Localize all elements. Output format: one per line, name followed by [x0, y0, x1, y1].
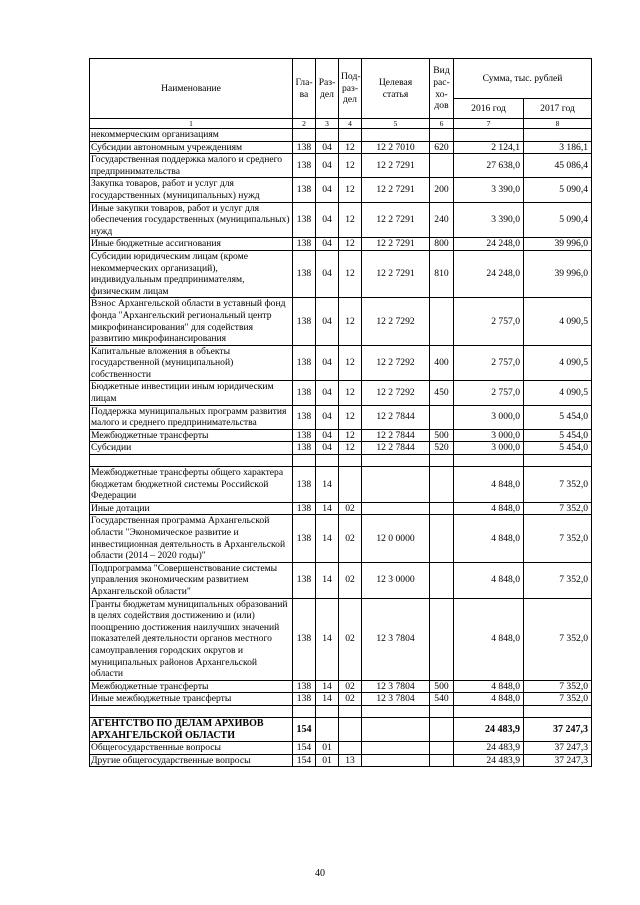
- cell-tselevaya-statya: 12 2 7292: [362, 298, 430, 345]
- cell-tselevaya-statya: 12 2 7291: [362, 250, 430, 297]
- table-row: [90, 502, 592, 515]
- cell-vid-raskhodov: [430, 467, 454, 503]
- colnum: 7: [454, 119, 524, 129]
- cell-sum-2016: 3 390,0: [454, 178, 524, 202]
- cell-razdel: 04: [316, 298, 339, 345]
- cell-tselevaya-statya: [362, 502, 430, 515]
- cell-name: [90, 705, 293, 717]
- cell-tselevaya-statya: 12 3 7804: [362, 598, 430, 680]
- table-row: [90, 467, 592, 503]
- budget-table: [89, 58, 592, 767]
- cell-razdel: 04: [316, 202, 339, 238]
- cell-razdel: 04: [316, 178, 339, 202]
- table-row: [90, 178, 592, 202]
- cell-vid-raskhodov: 240: [430, 202, 454, 238]
- table-row: [90, 442, 592, 455]
- cell-sum-2017: 5 090,4: [524, 202, 592, 238]
- cell-glava: 154: [293, 742, 316, 755]
- cell-glava: 138: [293, 178, 316, 202]
- cell-sum-2016: 2 124,1: [454, 141, 524, 154]
- cell-sum-2016: 27 638,0: [454, 154, 524, 178]
- cell-podrazdel: 12: [339, 202, 362, 238]
- cell-tselevaya-statya: 12 2 7292: [362, 345, 430, 381]
- cell-sum-2016: 3 000,0: [454, 429, 524, 442]
- cell-vid-raskhodov: [430, 405, 454, 429]
- cell-vid-raskhodov: 200: [430, 178, 454, 202]
- cell-sum-2016: 24 483,9: [454, 717, 524, 741]
- cell-glava: 138: [293, 515, 316, 562]
- cell-vid-raskhodov: [430, 455, 454, 467]
- cell-glava: 138: [293, 429, 316, 442]
- colnum: 3: [316, 119, 339, 129]
- cell-sum-2016: 4 848,0: [454, 562, 524, 598]
- cell-razdel: 04: [316, 442, 339, 455]
- cell-glava: 154: [293, 754, 316, 767]
- cell-tselevaya-statya: 12 3 0000: [362, 562, 430, 598]
- table-row: [90, 141, 592, 154]
- header-podrazdel: Под- раз- дел: [339, 59, 362, 119]
- cell-glava: 138: [293, 381, 316, 405]
- cell-razdel: 04: [316, 345, 339, 381]
- cell-vid-raskhodov: 400: [430, 345, 454, 381]
- cell-podrazdel: 02: [339, 515, 362, 562]
- cell-name: Гранты бюджетам муниципальных образований в целях содействия достижению и (или) поощрению достижения наилучших значений показателей деятельности органов местного самоуправления городских округов и муниципальных районов Архангельской области: [90, 598, 293, 680]
- cell-name: АГЕНТСТВО ПО ДЕЛАМ АРХИВОВ АРХАНГЕЛЬСКОЙ ОБЛАСТИ: [90, 717, 293, 741]
- cell-sum-2017: 5 454,0: [524, 429, 592, 442]
- cell-podrazdel: 13: [339, 754, 362, 767]
- cell-sum-2016: 4 848,0: [454, 693, 524, 706]
- cell-name: Поддержка муниципальных программ развития малого и среднего предпринимательства: [90, 405, 293, 429]
- cell-vid-raskhodov: 500: [430, 680, 454, 693]
- cell-name: Закупка товаров, работ и услуг для государственных (муниципальных) нужд: [90, 178, 293, 202]
- cell-sum-2017: 37 247,3: [524, 717, 592, 741]
- cell-vid-raskhodov: [430, 515, 454, 562]
- cell-sum-2016: 24 483,9: [454, 742, 524, 755]
- cell-sum-2017: 4 090,5: [524, 345, 592, 381]
- colnum: 4: [339, 119, 362, 129]
- cell-name: Иные межбюджетные трансферты: [90, 693, 293, 706]
- cell-tselevaya-statya: [362, 754, 430, 767]
- cell-glava: 138: [293, 467, 316, 503]
- cell-tselevaya-statya: 12 2 7844: [362, 429, 430, 442]
- colnum: 1: [90, 119, 293, 129]
- cell-vid-raskhodov: 810: [430, 250, 454, 297]
- cell-sum-2017: [524, 705, 592, 717]
- cell-razdel: 14: [316, 502, 339, 515]
- cell-sum-2016: 24 248,0: [454, 238, 524, 251]
- cell-vid-raskhodov: 450: [430, 381, 454, 405]
- cell-name: Другие общегосударственные вопросы: [90, 754, 293, 767]
- cell-glava: 138: [293, 442, 316, 455]
- table-row: [90, 754, 592, 767]
- colnum: 6: [430, 119, 454, 129]
- budget-table-page: [89, 58, 591, 767]
- cell-sum-2017: 39 996,0: [524, 250, 592, 297]
- cell-sum-2016: [454, 455, 524, 467]
- cell-razdel: 14: [316, 562, 339, 598]
- table-row: [90, 717, 592, 741]
- cell-sum-2016: 3 000,0: [454, 405, 524, 429]
- cell-sum-2017: 7 352,0: [524, 680, 592, 693]
- cell-razdel: [316, 129, 339, 142]
- cell-sum-2016: 4 848,0: [454, 680, 524, 693]
- cell-vid-raskhodov: [430, 129, 454, 142]
- cell-sum-2017: 39 996,0: [524, 238, 592, 251]
- cell-name: Межбюджетные трансферты общего характера бюджетам бюджетной системы Российской Федерации: [90, 467, 293, 503]
- cell-podrazdel: 12: [339, 298, 362, 345]
- cell-razdel: 04: [316, 154, 339, 178]
- cell-sum-2017: 7 352,0: [524, 598, 592, 680]
- cell-sum-2017: 37 247,3: [524, 742, 592, 755]
- cell-razdel: 01: [316, 742, 339, 755]
- cell-podrazdel: [339, 705, 362, 717]
- spacer-row: [90, 455, 592, 467]
- cell-razdel: 14: [316, 680, 339, 693]
- cell-sum-2017: 5 090,4: [524, 178, 592, 202]
- cell-podrazdel: [339, 129, 362, 142]
- colnum: 8: [524, 119, 592, 129]
- header-summa: Сумма, тыс. рублей: [454, 59, 592, 99]
- cell-sum-2017: [524, 455, 592, 467]
- cell-vid-raskhodov: [430, 562, 454, 598]
- cell-glava: [293, 455, 316, 467]
- cell-razdel: 04: [316, 238, 339, 251]
- header-vid-raskhodov: Вид рас- хо- дов: [430, 59, 454, 119]
- cell-podrazdel: 12: [339, 442, 362, 455]
- cell-vid-raskhodov: 540: [430, 693, 454, 706]
- cell-sum-2016: [454, 129, 524, 142]
- cell-vid-raskhodov: [430, 742, 454, 755]
- cell-name: Капитальные вложения в объекты государственной (муниципальной) собственности: [90, 345, 293, 381]
- table-row: [90, 298, 592, 345]
- cell-name: Межбюджетные трансферты: [90, 429, 293, 442]
- cell-sum-2017: 7 352,0: [524, 693, 592, 706]
- cell-razdel: 04: [316, 405, 339, 429]
- cell-tselevaya-statya: [362, 705, 430, 717]
- cell-vid-raskhodov: [430, 154, 454, 178]
- cell-razdel: [316, 455, 339, 467]
- cell-name: Государственная программа Архангельской области "Экономическое развитие и инвестиционная деятельность в Архангельской области (2014 – 2020 годы)": [90, 515, 293, 562]
- cell-tselevaya-statya: 12 2 7291: [362, 154, 430, 178]
- cell-podrazdel: 12: [339, 178, 362, 202]
- cell-glava: 138: [293, 502, 316, 515]
- cell-podrazdel: 12: [339, 141, 362, 154]
- table-body: [90, 129, 592, 767]
- cell-razdel: 01: [316, 754, 339, 767]
- cell-glava: 154: [293, 717, 316, 741]
- cell-podrazdel: 12: [339, 405, 362, 429]
- cell-sum-2017: 7 352,0: [524, 467, 592, 503]
- cell-name: Субсидии юридическим лицам (кроме некоммерческих организаций), индивидуальным предпринимателям, физическим лицам: [90, 250, 293, 297]
- table-row: [90, 405, 592, 429]
- cell-tselevaya-statya: [362, 129, 430, 142]
- table-row: [90, 429, 592, 442]
- cell-podrazdel: 12: [339, 238, 362, 251]
- colnum: 2: [293, 119, 316, 129]
- cell-razdel: 04: [316, 250, 339, 297]
- cell-podrazdel: 02: [339, 680, 362, 693]
- cell-podrazdel: [339, 467, 362, 503]
- table-row: [90, 202, 592, 238]
- header-tselevaya-statya: Целевая статья: [362, 59, 430, 119]
- cell-podrazdel: 12: [339, 429, 362, 442]
- header-glava: Гла- ва: [293, 59, 316, 119]
- table-row: [90, 154, 592, 178]
- cell-name: Субсидии автономным учреждениям: [90, 141, 293, 154]
- cell-sum-2017: [524, 129, 592, 142]
- cell-glava: 138: [293, 562, 316, 598]
- cell-vid-raskhodov: [430, 502, 454, 515]
- cell-glava: 138: [293, 598, 316, 680]
- cell-glava: 138: [293, 154, 316, 178]
- cell-name: Государственная поддержка малого и среднего предпринимательства: [90, 154, 293, 178]
- table-row: [90, 693, 592, 706]
- cell-razdel: [316, 705, 339, 717]
- table-row: [90, 515, 592, 562]
- cell-sum-2017: 45 086,4: [524, 154, 592, 178]
- cell-podrazdel: 02: [339, 598, 362, 680]
- cell-glava: 138: [293, 693, 316, 706]
- header-2017: 2017 год: [524, 99, 592, 119]
- cell-sum-2016: 4 848,0: [454, 502, 524, 515]
- cell-sum-2017: 7 352,0: [524, 515, 592, 562]
- header-razdel: Раз- дел: [316, 59, 339, 119]
- cell-tselevaya-statya: [362, 467, 430, 503]
- cell-vid-raskhodov: [430, 705, 454, 717]
- cell-glava: 138: [293, 298, 316, 345]
- cell-tselevaya-statya: 12 2 7010: [362, 141, 430, 154]
- cell-sum-2016: 3 000,0: [454, 442, 524, 455]
- cell-name: Иные закупки товаров, работ и услуг для обеспечения государственных (муниципальных) нужд: [90, 202, 293, 238]
- cell-sum-2017: 4 090,5: [524, 381, 592, 405]
- cell-tselevaya-statya: 12 2 7291: [362, 178, 430, 202]
- cell-razdel: 14: [316, 598, 339, 680]
- cell-vid-raskhodov: [430, 598, 454, 680]
- cell-vid-raskhodov: 500: [430, 429, 454, 442]
- column-number-row: [90, 119, 592, 129]
- cell-name: Бюджетные инвестиции иным юридическим лицам: [90, 381, 293, 405]
- cell-sum-2016: 2 757,0: [454, 345, 524, 381]
- cell-podrazdel: [339, 455, 362, 467]
- table-row: [90, 742, 592, 755]
- table-row: [90, 238, 592, 251]
- cell-glava: 138: [293, 202, 316, 238]
- cell-name: Подпрограмма "Совершенствование системы управления экономическим развитием Архангельской области": [90, 562, 293, 598]
- table-row: [90, 680, 592, 693]
- table-row: [90, 345, 592, 381]
- cell-tselevaya-statya: 12 2 7292: [362, 381, 430, 405]
- cell-sum-2017: 3 186,1: [524, 141, 592, 154]
- cell-razdel: [316, 717, 339, 741]
- cell-name: Взнос Архангельской области в уставный фонд фонда "Архангельский региональный центр микрофинансирования" для содействия развитию микрофинансирования: [90, 298, 293, 345]
- page-number: 40: [315, 868, 325, 879]
- cell-podrazdel: 12: [339, 345, 362, 381]
- cell-tselevaya-statya: 12 3 7804: [362, 680, 430, 693]
- cell-name: Иные бюджетные ассигнования: [90, 238, 293, 251]
- cell-razdel: 14: [316, 693, 339, 706]
- spacer-row: [90, 705, 592, 717]
- cell-tselevaya-statya: 12 2 7291: [362, 238, 430, 251]
- cell-vid-raskhodov: 800: [430, 238, 454, 251]
- cell-glava: 138: [293, 680, 316, 693]
- cell-podrazdel: 02: [339, 502, 362, 515]
- cell-podrazdel: [339, 742, 362, 755]
- cell-sum-2016: 2 757,0: [454, 381, 524, 405]
- table-row: [90, 598, 592, 680]
- cell-tselevaya-statya: [362, 455, 430, 467]
- cell-sum-2016: 4 848,0: [454, 515, 524, 562]
- cell-name: Межбюджетные трансферты: [90, 680, 293, 693]
- cell-vid-raskhodov: [430, 717, 454, 741]
- cell-sum-2017: 5 454,0: [524, 442, 592, 455]
- cell-tselevaya-statya: 12 0 0000: [362, 515, 430, 562]
- cell-razdel: 14: [316, 467, 339, 503]
- table-row: [90, 562, 592, 598]
- cell-sum-2017: 4 090,5: [524, 298, 592, 345]
- cell-vid-raskhodov: [430, 298, 454, 345]
- cell-razdel: 04: [316, 381, 339, 405]
- cell-glava: 138: [293, 405, 316, 429]
- cell-glava: 138: [293, 345, 316, 381]
- cell-sum-2017: 7 352,0: [524, 562, 592, 598]
- cell-vid-raskhodov: [430, 754, 454, 767]
- cell-sum-2017: 37 247,3: [524, 754, 592, 767]
- cell-sum-2017: 5 454,0: [524, 405, 592, 429]
- cell-podrazdel: 12: [339, 381, 362, 405]
- table-row: [90, 129, 592, 142]
- cell-podrazdel: 02: [339, 693, 362, 706]
- cell-sum-2016: 24 248,0: [454, 250, 524, 297]
- cell-vid-raskhodov: 620: [430, 141, 454, 154]
- cell-sum-2016: 4 848,0: [454, 598, 524, 680]
- cell-sum-2017: 7 352,0: [524, 502, 592, 515]
- cell-name: Общегосударственные вопросы: [90, 742, 293, 755]
- cell-sum-2016: 3 390,0: [454, 202, 524, 238]
- cell-tselevaya-statya: 12 2 7844: [362, 405, 430, 429]
- cell-glava: 138: [293, 238, 316, 251]
- cell-name: Субсидии: [90, 442, 293, 455]
- cell-tselevaya-statya: 12 2 7291: [362, 202, 430, 238]
- cell-glava: 138: [293, 250, 316, 297]
- cell-podrazdel: 12: [339, 154, 362, 178]
- cell-vid-raskhodov: 520: [430, 442, 454, 455]
- cell-glava: [293, 129, 316, 142]
- cell-tselevaya-statya: [362, 742, 430, 755]
- cell-sum-2016: 4 848,0: [454, 467, 524, 503]
- cell-glava: 138: [293, 141, 316, 154]
- cell-razdel: 04: [316, 429, 339, 442]
- cell-name: Иные дотации: [90, 502, 293, 515]
- header-name: Наименование: [90, 59, 293, 119]
- colnum: 5: [362, 119, 430, 129]
- cell-name: некоммерческим организациям: [90, 129, 293, 142]
- cell-glava: [293, 705, 316, 717]
- cell-sum-2016: 24 483,9: [454, 754, 524, 767]
- cell-razdel: 04: [316, 141, 339, 154]
- table-row: [90, 250, 592, 297]
- header-2016: 2016 год: [454, 99, 524, 119]
- cell-name: [90, 455, 293, 467]
- cell-sum-2016: 2 757,0: [454, 298, 524, 345]
- cell-razdel: 14: [316, 515, 339, 562]
- cell-tselevaya-statya: 12 3 7804: [362, 693, 430, 706]
- cell-podrazdel: 12: [339, 250, 362, 297]
- cell-tselevaya-statya: 12 2 7844: [362, 442, 430, 455]
- cell-podrazdel: [339, 717, 362, 741]
- cell-sum-2016: [454, 705, 524, 717]
- table-row: [90, 381, 592, 405]
- cell-tselevaya-statya: [362, 717, 430, 741]
- cell-podrazdel: 02: [339, 562, 362, 598]
